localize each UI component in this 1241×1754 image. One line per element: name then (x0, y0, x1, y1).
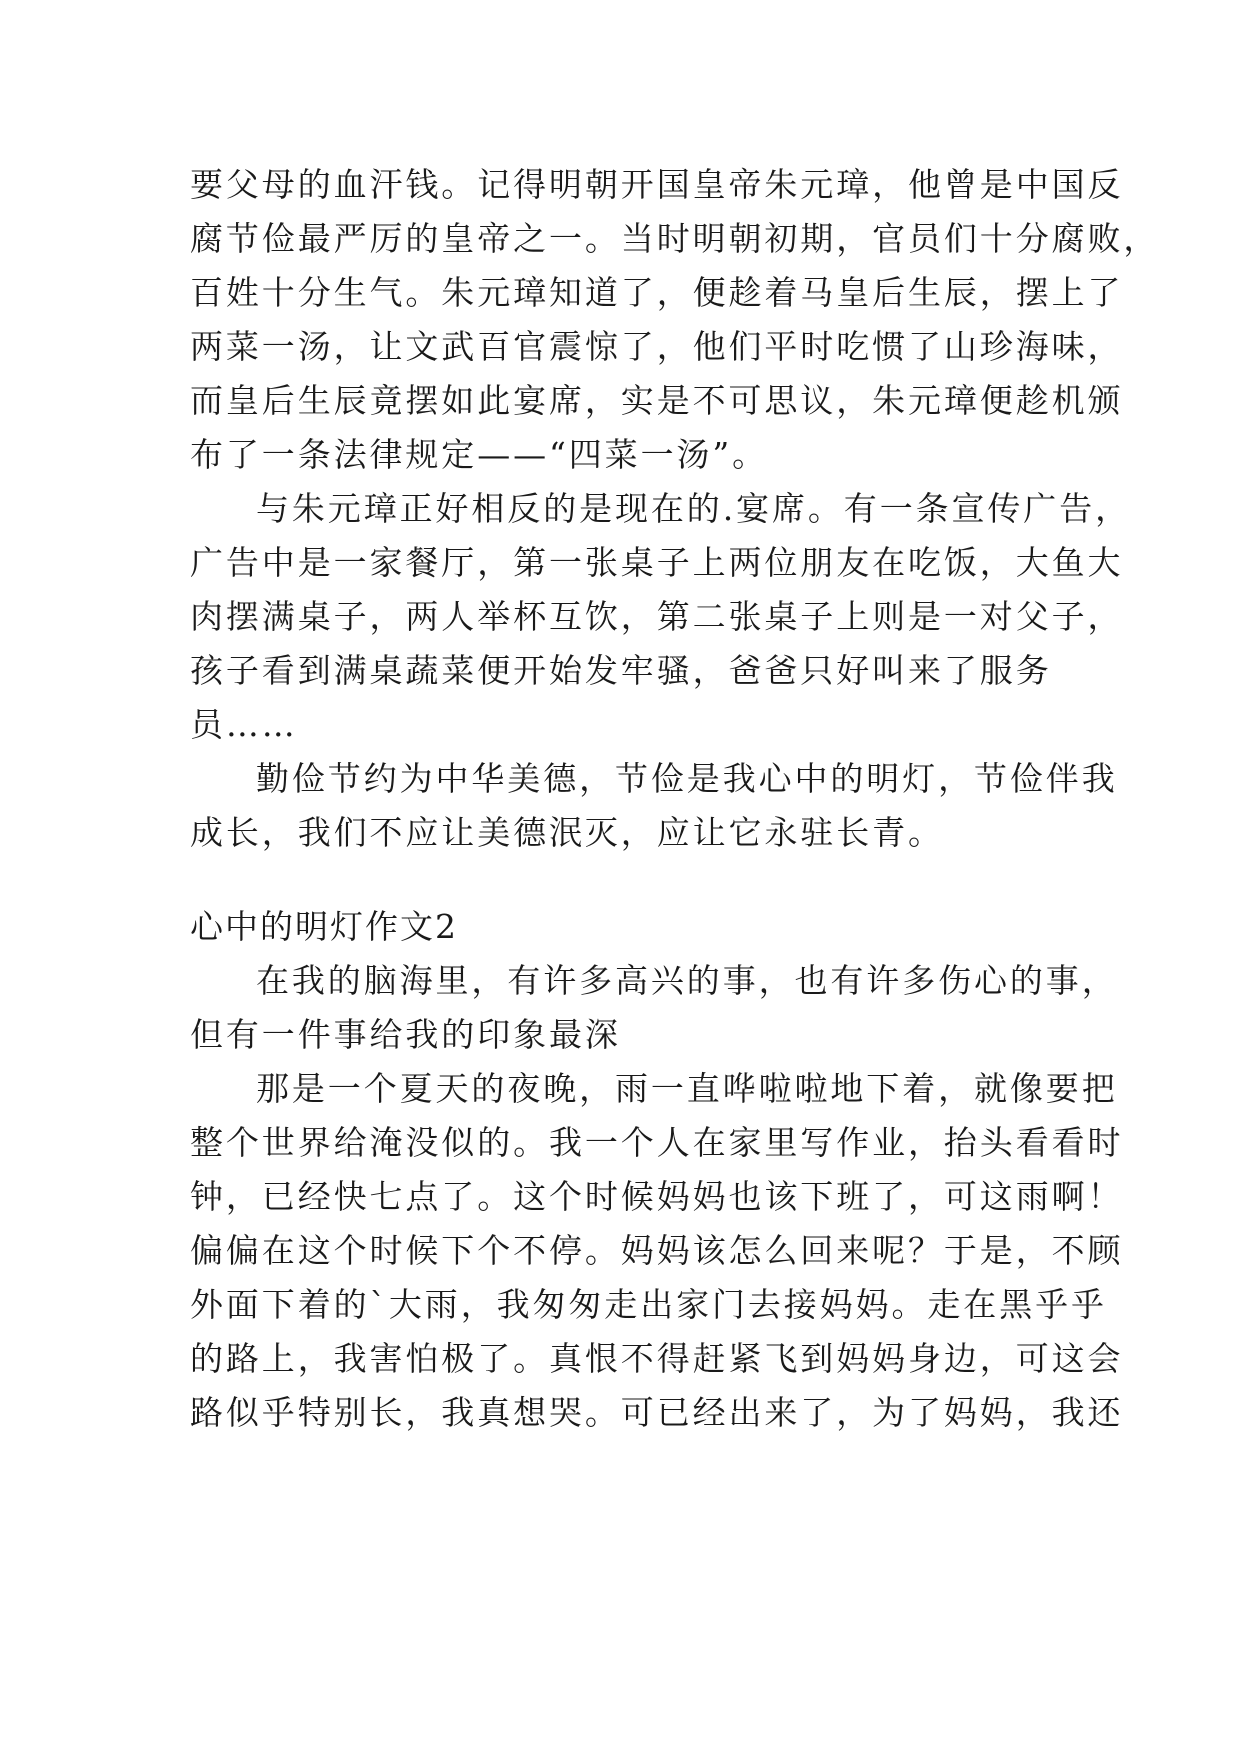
text-line: 那是一个夏天的夜晚，雨一直哗啦啦地下着，就像要把 (256, 1069, 1118, 1108)
text-line: 成长，我们不应让美德泯灭，应让它永驻长青。 (190, 813, 944, 852)
paragraph (190, 752, 1118, 860)
text-line: 布了一条法律规定——“四菜一汤”。 (190, 435, 769, 474)
text-line: 广告中是一家餐厅，第一张桌子上两位朋友在吃饭，大鱼大 (190, 543, 1124, 582)
text-line: 两菜一汤，让文武百官震惊了，他们平时吃惯了山珍海味， (190, 327, 1124, 366)
section-heading: 心中的明灯作文2 (190, 907, 458, 946)
text-line: 但有一件事给我的印象最深 (190, 1015, 621, 1054)
text-line: 与朱元璋正好相反的是现在的.宴席。有一条宣传广告， (256, 489, 1131, 528)
text-line: 而皇后生辰竟摆如此宴席，实是不可思议，朱元璋便趁机颁 (190, 381, 1124, 420)
text-line: 要父母的血汗钱。记得明朝开国皇帝朱元璋，他曾是中国反 (190, 165, 1124, 204)
text-line: 在我的脑海里，有许多高兴的事，也有许多伤心的事， (256, 961, 1118, 1000)
section-spacer (190, 860, 1070, 900)
paragraph (190, 954, 1118, 1062)
text-line: 肉摆满桌子，两人举杯互饮，第二张桌子上则是一对父子， (190, 597, 1124, 636)
text-line: 百姓十分生气。朱元璋知道了，便趁着马皇后生辰，摆上了 (190, 273, 1124, 312)
text-line: 孩子看到满桌蔬菜便开始发牢骚，爸爸只好叫来了服务 (190, 651, 1052, 690)
text-line: 勤俭节约为中华美德，节俭是我心中的明灯，节俭伴我 (256, 759, 1118, 798)
document-body (190, 158, 1160, 1440)
paragraph (190, 158, 1160, 482)
text-line: 偏偏在这个时候下个不停。妈妈该怎么回来呢？于是，不顾 (190, 1231, 1124, 1270)
text-line: 外面下着的`大雨，我匆匆走出家门去接妈妈。走在黑乎乎 (190, 1285, 1107, 1324)
text-line: 的路上，我害怕极了。真恨不得赶紧飞到妈妈身边，可这会 (190, 1339, 1124, 1378)
text-line: 员…… (190, 705, 298, 744)
text-line: 整个世界给淹没似的。我一个人在家里写作业，抬头看看时 (190, 1123, 1124, 1162)
paragraph (190, 482, 1131, 752)
text-line: 路似乎特别长，我真想哭。可已经出来了，为了妈妈，我还 (190, 1393, 1124, 1432)
text-line: 钟，已经快七点了。这个时候妈妈也该下班了，可这雨啊！ (190, 1177, 1124, 1216)
paragraph (190, 1062, 1124, 1440)
text-line: 腐节俭最严厉的皇帝之一。当时明朝初期，官员们十分腐败， (190, 219, 1160, 258)
